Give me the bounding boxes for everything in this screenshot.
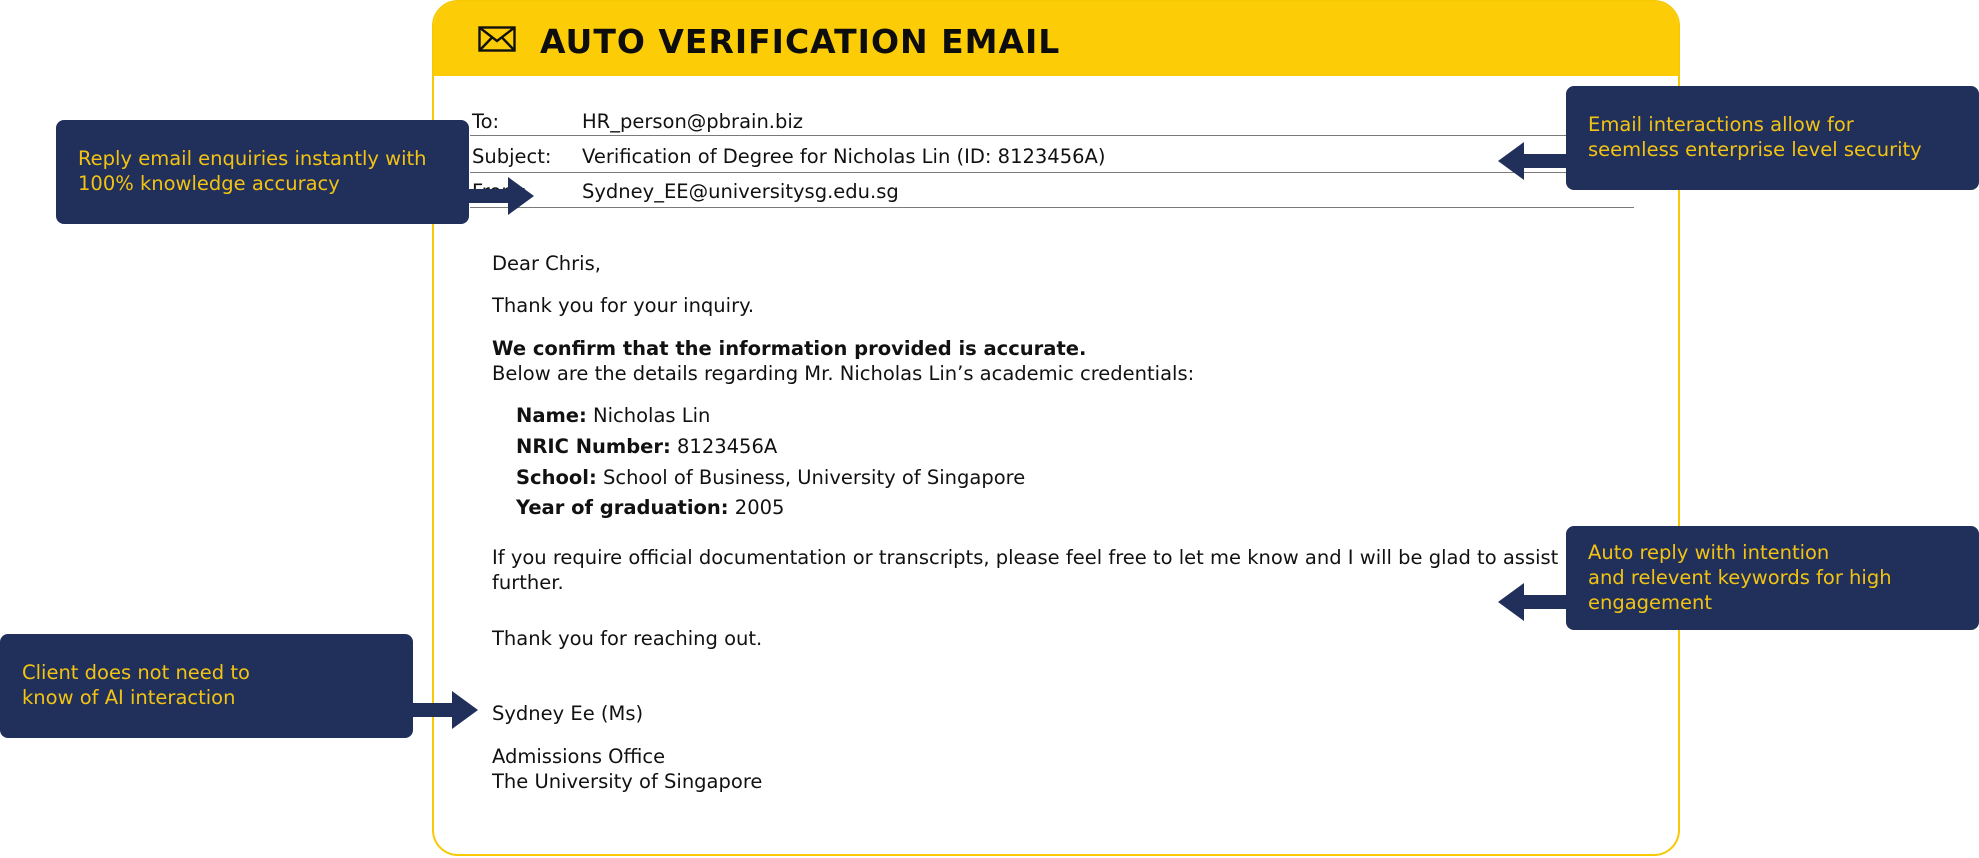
callout-accuracy	[56, 120, 469, 224]
email-header	[434, 2, 1678, 76]
detail-value: School of Business, University of Singapore	[596, 466, 1026, 489]
arrow-right-icon	[466, 174, 536, 218]
detail-key: Year of graduation:	[516, 496, 729, 519]
callout-text: engagement	[1588, 591, 1713, 614]
signature-office: Admissions Office	[492, 745, 666, 768]
subject-label: Subject:	[472, 145, 552, 168]
greeting: Dear Chris,	[492, 252, 601, 275]
callout-text: Email interactions allow for	[1588, 113, 1854, 136]
detail-school	[516, 465, 1025, 490]
signature-name: Sydney Ee (Ms)	[492, 702, 644, 725]
details-intro: Below are the details regarding Mr. Nicholas Lin’s academic credentials:	[492, 362, 1195, 385]
detail-name	[516, 403, 710, 428]
arrow-right-icon	[410, 688, 480, 732]
closing-line: Thank you for reaching out.	[492, 627, 763, 650]
callout-text: and relevent keywords for high	[1588, 566, 1892, 589]
require-line: If you require official documentation or transcripts, please feel free to let me know and I will be glad to assist	[492, 546, 1559, 569]
detail-key: School:	[516, 466, 597, 489]
callout-security	[1566, 86, 1979, 190]
detail-value: 8123456A	[670, 435, 778, 458]
to-value[interactable]: HR_person@pbrain.biz	[582, 110, 804, 133]
confirm-line: We confirm that the information provided is accurate.	[492, 337, 1087, 360]
detail-year	[516, 495, 784, 520]
callout-text: Reply email enquiries instantly with	[78, 147, 427, 170]
signature-org: The University of Singapore	[492, 770, 763, 793]
callout-client	[0, 634, 413, 738]
callout-text: seemless enterprise level security	[1588, 138, 1922, 161]
arrow-left-icon	[1498, 139, 1570, 183]
require-line-2: further.	[492, 571, 564, 594]
callout-text: Client does not need to	[22, 661, 250, 684]
subject-value: Verification of Degree for Nicholas Lin (ID: 8123456A)	[582, 145, 1106, 168]
email-title: AUTO VERIFICATION EMAIL	[540, 22, 1061, 61]
header-divider	[470, 207, 1634, 208]
header-divider	[470, 172, 1634, 173]
envelope-icon	[478, 26, 516, 52]
thanks-line: Thank you for your inquiry.	[492, 294, 755, 317]
callout-text: know of AI interaction	[22, 686, 236, 709]
detail-nric	[516, 434, 777, 459]
callout-auto-reply	[1566, 526, 1979, 630]
detail-key: NRIC Number:	[516, 435, 671, 458]
from-value[interactable]: Sydney_EE@universitysg.edu.sg	[582, 180, 899, 203]
detail-key: Name:	[516, 404, 587, 427]
callout-text: Auto reply with intention	[1588, 541, 1830, 564]
to-label: To:	[472, 110, 500, 133]
header-divider	[470, 135, 1634, 136]
callout-text: 100% knowledge accuracy	[78, 172, 340, 195]
detail-value: Nicholas Lin	[586, 404, 711, 427]
detail-value: 2005	[728, 496, 785, 519]
arrow-left-icon	[1498, 580, 1570, 624]
